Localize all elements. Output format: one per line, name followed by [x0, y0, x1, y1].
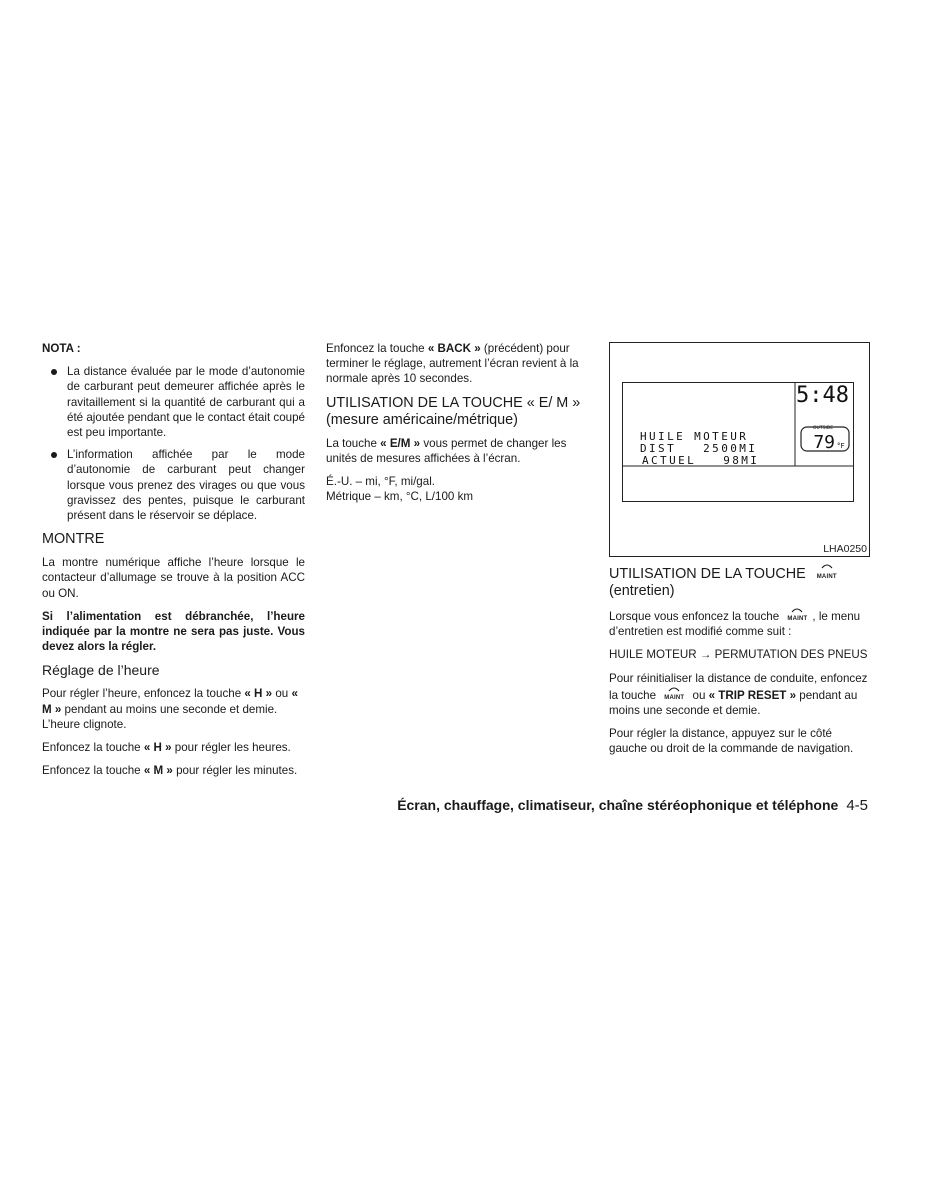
outside-label: OUTSIDE	[813, 426, 834, 431]
maint-paragraph-4: Pour régler la distance, appuyez sur le côté gauche ou droit de la commande de navigation.	[609, 727, 854, 756]
maint-icon	[785, 607, 809, 623]
display-figure	[609, 342, 870, 557]
units-metric: Métrique – km, °C, L/100 km	[326, 490, 474, 504]
maint-paragraph-3	[609, 671, 872, 719]
list-item: La distance évaluée par le mode d’autonomie de carburant peut demeurer affichée après le ravitaillement si la quantité de carburant qui a été ajoutée pendant que le contact était coupé est peu importante.	[42, 364, 305, 440]
text-run: Pour réinitialiser la distance de conduite, enfoncez la touche	[609, 671, 868, 702]
column-right	[609, 563, 872, 765]
key-h: « H »	[244, 687, 273, 701]
key-back: « BACK »	[427, 342, 481, 355]
lcd-graphic	[623, 383, 853, 501]
wrench-icon	[668, 686, 680, 692]
maint-icon-label: MAINT	[664, 694, 685, 701]
reglage-paragraph-2	[42, 740, 305, 755]
em-paragraph	[326, 436, 589, 466]
wrench-icon	[791, 607, 803, 613]
key-m: « M »	[42, 687, 298, 716]
column-left	[42, 341, 305, 786]
footer-title: Écran, chauffage, climatiseur, chaîne stéréophonique et téléphone	[397, 797, 839, 813]
maint-paragraph-1	[609, 607, 872, 639]
maint-paragraph-2: HUILE MOTEUR → PERMUTATION DES PNEUS	[609, 648, 868, 662]
maint-icon	[662, 686, 686, 702]
maint-heading	[609, 563, 872, 600]
reglage-heading: Réglage de l’heure	[42, 662, 160, 679]
maint-icon	[813, 563, 841, 581]
maint-heading-sub: (entretien)	[609, 583, 675, 599]
text-run: ou	[272, 687, 292, 701]
text-run: vous permet de changer les unités de mesures affichées à l’écran.	[326, 436, 567, 465]
text-run: Pour régler l’heure, enfoncez la touche	[42, 687, 245, 701]
list-item: L’information affichée par le mode d’autonomie de carburant peut changer lorsque vous prenez des virages ou que vous gravissez des pentes, puisque le carburant présent dans le réservoir se déplace.	[42, 447, 305, 523]
lcd-screen	[622, 382, 854, 502]
text-run: Enfoncez la touche	[326, 342, 428, 355]
montre-warning: Si l’alimentation est débranchée, l’heure indiquée par la montre ne sera pas juste. Vous devez alors la régler.	[42, 609, 305, 654]
back-paragraph	[326, 341, 589, 387]
key-trip-reset: « TRIP RESET »	[708, 688, 797, 702]
page-footer	[0, 797, 868, 814]
reglage-paragraph-1	[42, 686, 305, 732]
text-run: (précédent) pour terminer le réglage, autrement l’écran revient à la normale après 10 secondes.	[326, 342, 579, 386]
lcd-line-3: ACTUEL 98MI	[642, 454, 760, 467]
lcd-line-2: DIST 2500MI	[640, 442, 758, 455]
maint-icon-label: MAINT	[816, 574, 837, 580]
text-run: , le menu d’entretien est modifié comme suit :	[609, 610, 861, 639]
text-run: Enfoncez la touche	[42, 764, 144, 778]
text-run: pour régler les minutes.	[172, 764, 298, 778]
montre-text: La montre numérique affiche l’heure lorsque le contacteur d’allumage se trouve à la position ACC ou ON.	[42, 556, 305, 600]
figure-id: LHA0250	[823, 543, 867, 555]
lcd-line-1: HUILE MOTEUR	[640, 430, 749, 443]
text-run: La touche	[326, 436, 381, 450]
montre-heading: MONTRE	[42, 531, 105, 548]
key-m: « M »	[143, 764, 173, 778]
outside-temp: 79	[813, 432, 835, 453]
outside-temp-unit: °F	[837, 442, 845, 450]
column-middle	[326, 341, 589, 512]
nota-list	[42, 364, 305, 523]
key-em: « E/M »	[380, 436, 421, 450]
nota-title: NOTA :	[42, 342, 81, 355]
units-paragraph	[326, 474, 589, 504]
maint-heading-text: UTILISATION DE LA TOUCHE	[609, 566, 806, 582]
text-run: Lorsque vous enfoncez la touche	[609, 610, 780, 623]
lcd-time: 5:48	[796, 383, 849, 408]
wrench-icon	[821, 563, 833, 569]
page-number: 4-5	[846, 797, 868, 814]
maint-icon-label: MAINT	[787, 616, 808, 622]
text-run: ou	[689, 688, 709, 702]
text-run: pour régler les heures.	[171, 741, 291, 755]
em-heading: UTILISATION DE LA TOUCHE « E/ M » (mesure américaine/métrique)	[326, 394, 581, 428]
text-run: pendant au moins une seconde et demie. L’heure clignote.	[42, 702, 278, 731]
text-run: pendant au moins une seconde et demie.	[609, 688, 858, 718]
key-h: « H »	[143, 741, 172, 755]
reglage-paragraph-3	[42, 763, 305, 778]
text-run: Enfoncez la touche	[42, 741, 144, 755]
units-us: É.-U. – mi, °F, mi/gal.	[326, 475, 435, 489]
